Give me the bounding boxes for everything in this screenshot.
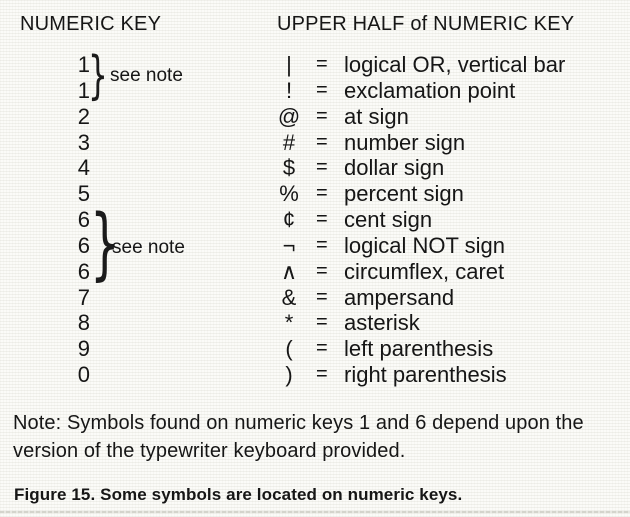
equals-sign: = [316,259,328,282]
symbol-description: circumflex, caret [344,258,505,284]
symbol-glyph: ) [285,362,293,388]
numeric-key: 1 [77,77,90,103]
note-line-2: version of the typewriter keyboard provided. [13,439,406,462]
table-row [0,130,630,156]
symbol-description: number sign [344,129,466,155]
note-paragraph [13,410,621,465]
equals-sign: = [316,156,328,179]
numeric-key: 3 [77,129,90,155]
symbol-glyph: % [279,181,299,207]
symbol-description: logical NOT sign [344,232,505,258]
symbol-glyph: @ [277,103,301,129]
symbol-glyph: ¬ [282,232,296,258]
symbol-glyph: | [286,52,292,77]
equals-sign: = [316,53,328,75]
equals-sign: = [316,337,328,360]
column-header-numeric-key: NUMERIC KEY [20,13,162,35]
equals-sign: = [316,130,328,153]
table-row [0,104,630,130]
table-row [0,310,630,336]
symbol-glyph: ¢ [282,207,296,233]
table-row [0,362,630,388]
numeric-key: 1 [77,52,90,77]
symbol-description: at sign [344,103,409,129]
equals-sign: = [316,78,328,101]
symbol-glyph: * [284,310,294,336]
numeric-key: 5 [77,181,90,207]
symbol-glyph: ∧ [280,258,298,284]
symbol-description: cent sign [344,207,433,233]
equals-sign: = [316,285,328,308]
symbol-description: left parenthesis [344,336,494,362]
symbol-glyph: & [281,284,297,310]
symbol-description: dollar sign [344,155,445,181]
symbol-glyph: ! [285,77,293,103]
symbol-glyph: $ [282,155,296,181]
column-header-upper-half: UPPER HALF of NUMERIC KEY [277,13,575,35]
page-bottom-rule [0,511,630,513]
equals-sign: = [316,182,328,205]
note-line-1: Note: Symbols found on numeric keys 1 and 6 depend upon the [13,412,584,434]
numeric-key: 2 [77,103,90,129]
equals-sign: = [316,233,328,256]
numeric-key: 7 [77,284,90,310]
equals-sign: = [316,208,328,231]
symbol-description: exclamation point [344,77,516,103]
numeric-key: 8 [77,310,90,336]
symbol-description: asterisk [344,310,420,336]
equals-sign: = [316,104,328,127]
numeric-key: 6 [77,258,90,284]
symbol-description: percent sign [344,181,464,207]
symbol-description: logical OR, vertical bar [344,52,566,77]
numeric-key: 0 [77,362,90,388]
symbol-description: right parenthesis [344,362,507,388]
figure-caption: Figure 15. Some symbols are located on numeric keys. [14,485,463,504]
symbol-glyph: # [282,129,296,155]
table-row [0,336,630,362]
see-note-label: see note [110,65,183,86]
numeric-key: 9 [77,336,90,362]
brace-keys-6-icon: } [90,199,120,289]
equals-sign: = [316,311,328,334]
numeric-key: 4 [77,155,90,181]
table-row [0,155,630,181]
numeric-key: 6 [77,232,90,258]
equals-sign: = [316,363,328,386]
brace-keys-1-icon: } [88,46,108,106]
see-note-label: see note [112,237,185,258]
symbol-description: ampersand [344,284,455,310]
symbol-glyph: ( [285,336,293,362]
numeric-key: 6 [77,207,90,233]
